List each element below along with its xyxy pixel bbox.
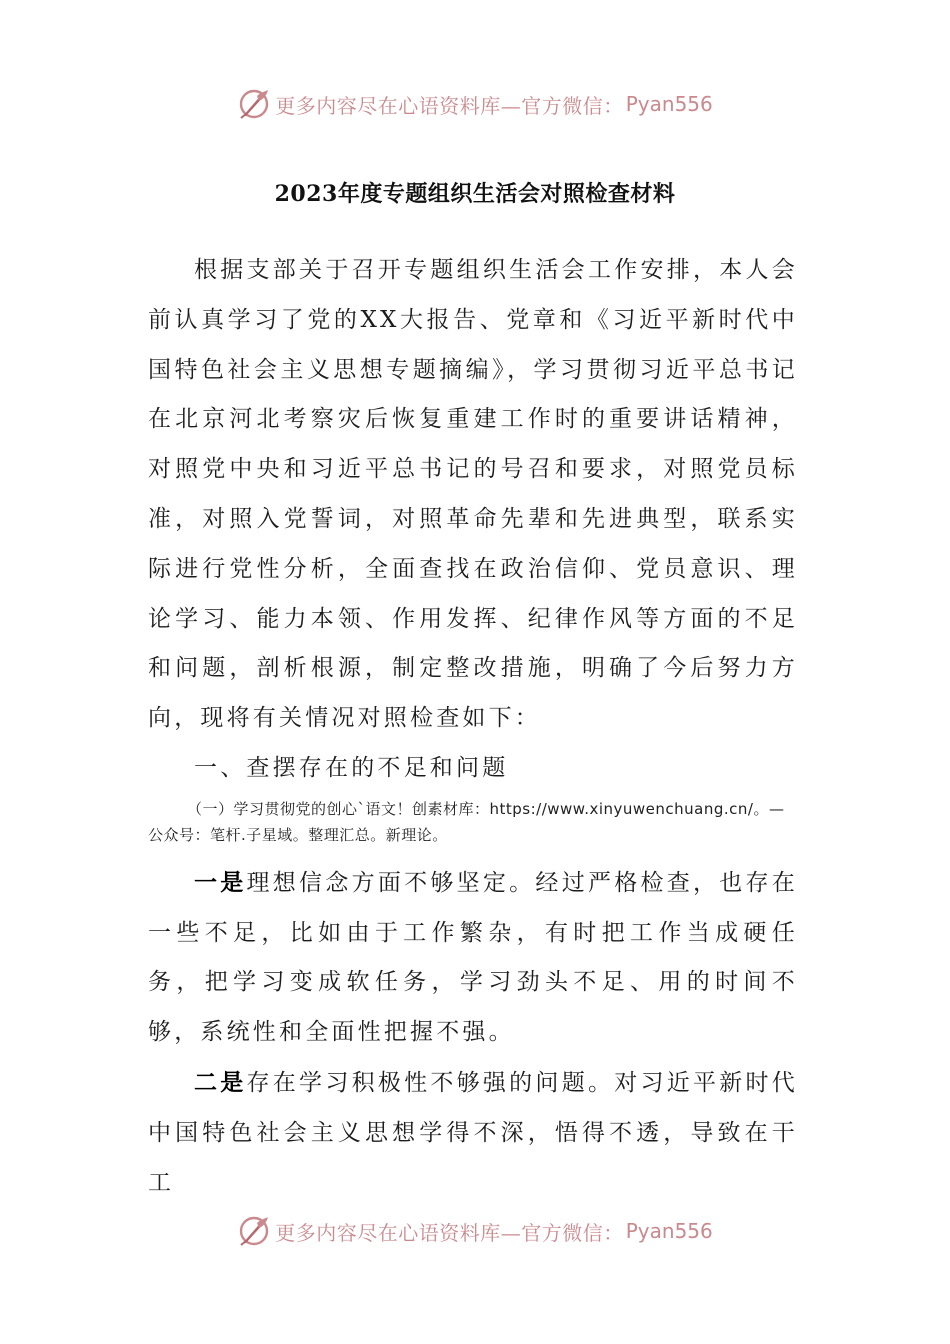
watermark-footer (0, 1211, 950, 1251)
point-paragraph-1 (148, 858, 798, 1058)
point-1-text: 理想信念方面不够坚定。经过严格检查，也存在一些不足，比如由于工作繁杂，有时把工作当成硬任务，把学习变成软任务，学习劲头不足、用的时间不够，系统性和全面性把握不强。 (148, 869, 798, 1046)
watermark-wechat-id: Pyan556 (625, 1219, 713, 1243)
watermark-text: 更多内容尽在心语资料库—官方微信： (275, 1220, 624, 1245)
watermark-header (0, 84, 950, 124)
watermark-wechat-id: Pyan556 (625, 92, 713, 116)
document-title: 2023年度专题组织生活会对照检查材料 (274, 181, 676, 207)
point-2-lead: 二是 (194, 1068, 247, 1096)
point-2-text: 存在学习积极性不够强的问题。对习近平新时代中国特色社会主义思想学得不深，悟得不透，导致在干工 (148, 1069, 798, 1196)
watermark-text: 更多内容尽在心语资料库—官方微信： (275, 93, 624, 118)
quill-pen-logo-icon (237, 1214, 271, 1248)
document-body (148, 246, 798, 1208)
point-1-lead: 一是 (194, 868, 247, 896)
subsection-note: （一）学习贯彻党的创心`语文！创素材库：https://www.xinyuwenchuang.cn/。—公众号：笔杆.子星域。整理汇总。新理论。 (148, 799, 785, 844)
intro-paragraph: 根据支部关于召开专题组织生活会工作安排，本人会前认真学习了党的XX大报告、党章和《习近平新时代中国特色社会主义思想专题摘编》，学习贯彻习近平总书记在北京河北考察灾后恢复重建工作时的重要讲话精神，对照党中央和习近平总书记的号召和要求，对照党员标准，对照入党誓词，对照革命先辈和先进典型，联系实际进行党性分析，全面查找在政治信仰、党员意识、理论学习、能力本领、作用发挥、纪律作风等方面的不足和问题，剖析根源，制定整改措施，明确了今后努力方向，现将有关情况对照检查如下： (148, 257, 798, 732)
quill-pen-logo-icon (237, 87, 271, 121)
point-paragraph-2 (148, 1058, 798, 1208)
section-heading: 一、查摆存在的不足和问题 (194, 754, 509, 781)
